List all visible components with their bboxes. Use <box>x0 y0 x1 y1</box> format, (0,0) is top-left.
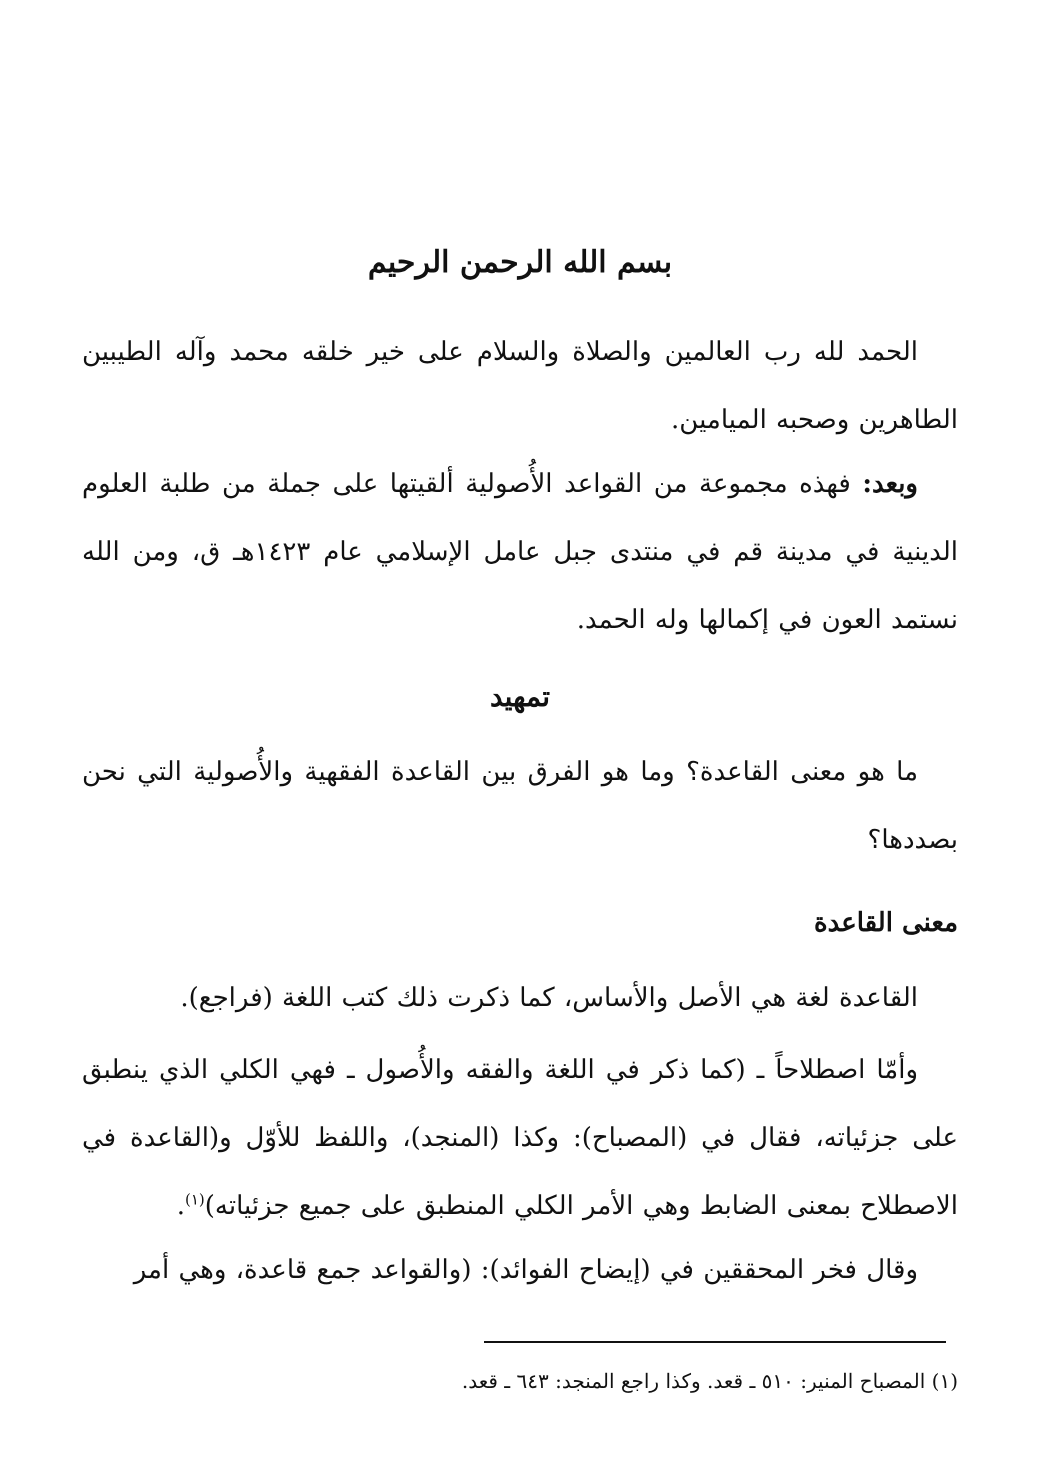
footnote-marker[interactable]: (١) <box>184 1190 205 1209</box>
meaning-fakhr-text: وقال فخر المحققين في (إيضاح الفوائد): (والقواعد جمع قاعدة، وهي أمر <box>133 1255 918 1285</box>
document-page <box>82 0 958 1467</box>
meaning-lexical-paragraph <box>82 964 958 1032</box>
intro-lead-word: وبعد: <box>862 469 918 499</box>
footnote-text: (١) المصباح المنير: ٥١٠ ـ قعد. وكذا راجع المنجد: ٦٤٣ ـ قعد. <box>461 1369 958 1393</box>
footnote-separator <box>484 1341 946 1343</box>
intro-body-paragraph <box>82 450 958 654</box>
preface-heading: تمهيد <box>489 680 551 713</box>
meaning-fakhr-paragraph <box>82 1236 958 1304</box>
preface-question-text: ما هو معنى القاعدة؟ وما هو الفرق بين القاعدة الفقهية والأُصولية التي نحن بصددها؟ <box>82 757 958 855</box>
intro-body-text: فهذه مجموعة من القواعد الأُصولية ألقيتها على جملة من طلبة العلوم الدينية في مدينة قم في منتدى جبل عامل الإسلامي عام ١٤٢٣هـ ق، ومن الله نستمد العون في إكمالها وله الحمد. <box>82 469 959 635</box>
intro-praise-text: الحمد لله رب العالمين والصلاة والسلام على خير خلقه محمد وآله الطيبين الطاهرين وصحبه الميامين. <box>82 337 958 435</box>
meaning-heading: معنى القاعدة <box>813 908 958 938</box>
meaning-technical-text: وأمّا اصطلاحاً ـ (كما ذكر في اللغة والفقه والأُصول ـ فهي الكلي الذي ينطبق على جزئياته، فقال في (المصباح): وكذا (المنجد)، واللفظ للأوّل و(القاعدة في الاصطلاح بمعنى الضابط وهي الأمر الكلي المنطبق على جميع جزئياته) <box>82 1055 958 1221</box>
preface-question-paragraph <box>82 738 958 874</box>
meaning-lexical-text: القاعدة لغة هي الأصل والأساس، كما ذكرت ذلك كتب اللغة (فراجع). <box>180 983 918 1013</box>
meaning-technical-paragraph <box>82 1036 958 1240</box>
basmala-heading: بسم الله الرحمن الرحيم <box>367 245 673 280</box>
intro-praise-paragraph <box>82 318 958 454</box>
meaning-technical-end: . <box>176 1191 185 1221</box>
